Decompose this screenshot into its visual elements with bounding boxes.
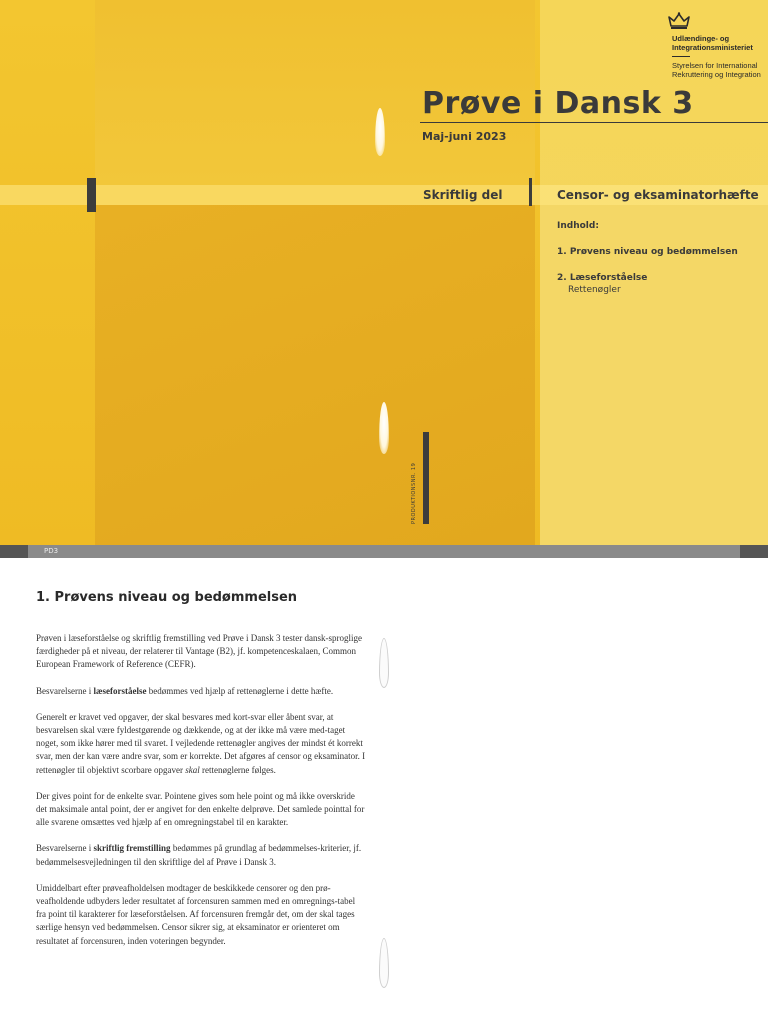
text-run: bedømmes på grundlag af bedømmelses-kriterier, jf. bedømmelsesvejledningen til den skriftlige del af Prøve i Dansk 3. [36,843,362,867]
cover-title: Prøve i Dansk 3 [422,86,694,121]
contents-item: 1. Prøvens niveau og bedømmelsen [557,247,738,257]
divider-bar [529,178,532,206]
divider-bar [423,432,429,524]
production-label-wrap [411,462,419,545]
band-code: PD3 [44,547,59,555]
text-italic: skal [185,764,200,775]
paragraph: Der gives point for de enkelte svar. Pointene gives som hele point og må ikke overskride det maksimale antal point, der er angivet for den enkelte delprøve. Det samlede pointtal for alle svarene omsættes ved hjælp af en omregningstabel til en karakter. [36,790,365,828]
text-bold: skriftlig fremstilling [93,843,171,854]
text-run: Besvarelserne i [36,843,94,854]
divider-bar [87,178,96,212]
flame-outline-icon [379,638,389,688]
agency-name-1: Styrelsen for International [672,61,758,70]
ministry-rule [672,56,690,57]
paragraph: Prøven i læseforståelse og skriftlig fremstilling ved Prøve i Dansk 3 tester dansk-sproglige færdigheder på et niveau, der relaterer til Vantage (B2), jf. kompetenceskalaen, Common European Framework of Reference (CEFR). [36,633,362,670]
ministry-name-2: Integrationsministeriet [672,43,753,52]
cover-date: Maj-juni 2023 [422,130,507,143]
ministry-block [672,34,768,79]
production-label: PRODUKTIONSNR. 19 [411,462,417,524]
text-run: rettenøglerne følges. [199,764,276,775]
cover-booklet: Censor- og eksaminatorhæfte [557,188,759,202]
text-run: Besvarelserne i [36,685,94,696]
paragraph [36,711,366,777]
body-text [36,632,366,961]
title-rule [420,122,768,123]
contents-list [557,220,762,296]
paragraph: Umiddelbart efter prøveafholdelsen modtager de beskikkede censorer og den prø-veafholdende udbyders leder resultatet af forcensuren sammen med en omregnings-tabel fra point til karakterer for læseforståelsen. Af forcensuren fremgår det, om der skal tages særlige hensyn ved bedømmelsen. Censor sikrer sig, at eksaminator er orienteret om resultatet af forcensuren, inden voteringen begynder. [36,882,356,946]
paragraph [36,685,366,698]
contents-subitem: Rettenøgler [568,285,621,295]
flame-outline-icon [379,938,389,988]
text-run: Generelt er kravet ved opgaver, der skal besvares med kort-svar eller åbent svar, at besvarelsen skal være fyldestgørende og dækkende, og at der ikke må være med-taget noget, som ikke hører med til svaret. I vejledende rettenøgler angives der mindst ét korrekt svar, men der kan være andre svar, som er korrekte. Det afgøres af censor og eksaminator. I rettenøgler til objektivt scorbare opgaver [36,711,366,775]
contents-heading: Indhold: [557,221,599,231]
contents-item: 2. Læseforståelse [557,273,648,283]
band-edge [740,545,768,558]
band-edge [0,545,28,558]
cover-part: Skriftlig del [423,188,503,202]
agency-name-2: Rekruttering og Integration [672,70,761,79]
section-heading: 1. Prøvens niveau og bedømmelsen [36,590,298,605]
text-bold: læseforståelse [93,685,147,696]
band [0,545,768,558]
paragraph [36,842,366,868]
crown-icon [668,12,690,30]
cover-panel-lower [95,205,535,545]
ministry-name-1: Udlændinge- og [672,34,730,43]
text-run: bedømmes ved hjælp af rettenøglerne i dette hæfte. [146,685,334,696]
